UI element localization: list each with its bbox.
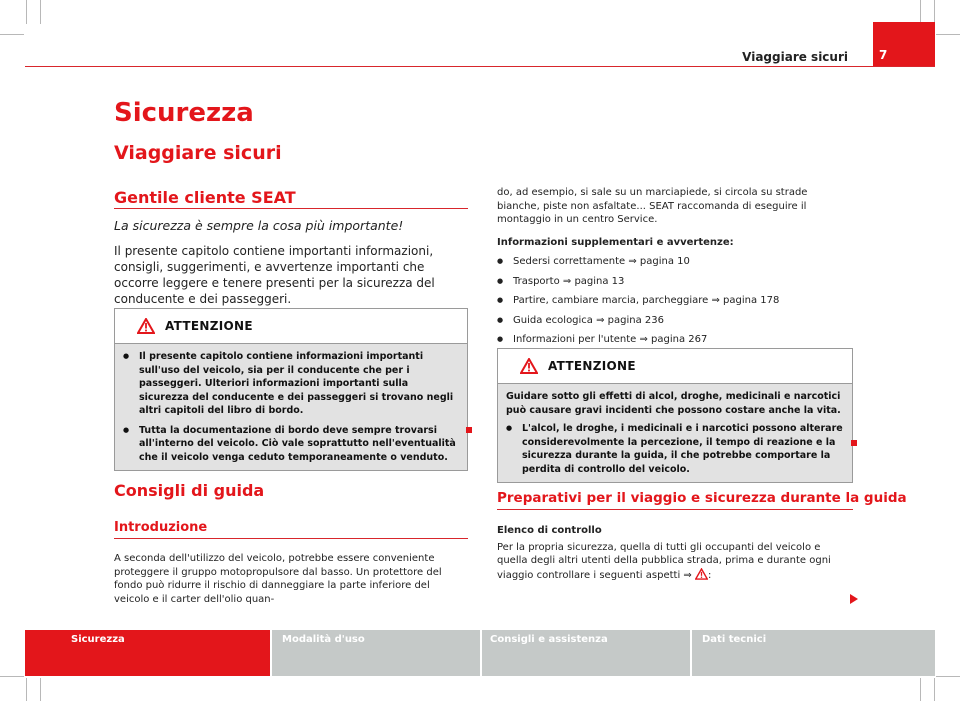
page-number: 7 bbox=[879, 48, 888, 62]
page-number-tab bbox=[873, 22, 935, 66]
heading-introduzione: Introduzione bbox=[114, 520, 208, 535]
heading-gentile-cliente: Gentile cliente SEAT bbox=[114, 188, 296, 207]
footer-tab-label: Consigli e assistenza bbox=[490, 634, 608, 645]
info-item: ● Guida ecologica ⇒ pagina 236 bbox=[497, 314, 853, 328]
warning-box-1 bbox=[114, 308, 468, 471]
warning-box-2 bbox=[497, 348, 853, 483]
heading-consigli-guida: Consigli di guida bbox=[114, 481, 265, 500]
section-end-mark bbox=[851, 440, 857, 446]
footer-tab-label: Modalità d'uso bbox=[282, 634, 365, 645]
header-rule bbox=[25, 66, 935, 67]
heading-preparativi: Preparativi per il viaggio e sicurezza durante la guida bbox=[497, 490, 907, 506]
warning-body bbox=[498, 384, 852, 482]
checklist-tail: : bbox=[707, 569, 712, 581]
left-column bbox=[114, 218, 468, 307]
warning-triangle-icon bbox=[137, 318, 155, 334]
crop-mark bbox=[934, 678, 935, 701]
right-column bbox=[497, 186, 853, 353]
crop-mark bbox=[26, 678, 27, 701]
checklist-paragraph bbox=[497, 541, 853, 583]
continue-arrow-icon bbox=[850, 594, 858, 604]
crop-mark bbox=[26, 0, 27, 24]
warning-item: ● Tutta la documentazione di bordo deve sempre trovarsi all'interno del veicolo. Ciò vale soprattutto nell'eventualità che il veicolo venga ceduto temporaneamente o venduto. bbox=[123, 424, 459, 465]
warning-lead: Guidare sotto gli effetti di alcol, droghe, medicinali e narcotici può causare gravi incidenti che possono costare anche la vita. bbox=[506, 391, 841, 416]
warning-title: ATTENZIONE bbox=[165, 319, 253, 333]
crop-mark bbox=[934, 0, 935, 24]
crop-mark bbox=[0, 34, 24, 35]
info-item: ● Informazioni per l'utente ⇒ pagina 267 bbox=[497, 333, 853, 347]
warning-header bbox=[115, 309, 467, 344]
checklist-heading: Elenco di controllo bbox=[497, 525, 602, 536]
heading-rule bbox=[497, 509, 853, 510]
warning-header bbox=[498, 349, 852, 384]
heading-rule bbox=[114, 538, 468, 539]
warning-item: ● L'alcol, le droghe, i medicinali e i narcotici possono alterare considerevolmente la percezione, il tempo di reazione e la sicurezza durante la guida, il che potrebbe comportare la perdita di controllo del veicolo. bbox=[506, 422, 844, 476]
crop-mark bbox=[936, 676, 960, 677]
crop-mark bbox=[40, 678, 41, 701]
heading-rule bbox=[114, 208, 468, 209]
warning-reference-icon[interactable] bbox=[695, 568, 708, 580]
warning-triangle-icon bbox=[520, 358, 538, 374]
info-item: ● Partire, cambiare marcia, parcheggiare ⇒ pagina 178 bbox=[497, 294, 853, 308]
info-list bbox=[497, 255, 853, 347]
continuation-text: do, ad esempio, si sale su un marciapiede, si circola su strade bianche, piste non asfaltate... SEAT raccomanda di eseguire il montaggio in un centro Service. bbox=[497, 187, 808, 225]
warning-body bbox=[115, 344, 467, 470]
chapter-title: Sicurezza bbox=[114, 98, 254, 128]
info-heading: Informazioni supplementari e avvertenze: bbox=[497, 236, 734, 248]
info-item: ● Sedersi correttamente ⇒ pagina 10 bbox=[497, 255, 853, 269]
running-title: Viaggiare sicuri bbox=[742, 50, 848, 64]
intro-text: Il presente capitolo contiene importanti informazioni, consigli, suggerimenti, e avvertenze importanti che occorre leggere e tenere presenti per la sicurezza del conducente e dei passeggeri. bbox=[114, 244, 435, 306]
checklist-text: Per la propria sicurezza, quella di tutti gli occupanti del veicolo e quella degli altri utenti della pubblica strada, prima e durante ogni viaggio controllare i seguenti aspetti ⇒ bbox=[497, 541, 831, 581]
warning-item: ● Il presente capitolo contiene informazioni importanti sull'uso del veicolo, sia per il conducente che per i passeggeri. Ulteriori informazioni importanti sulla sicurezza del conducente e dei passeggeri si trovano negli altri capitoli del libro di bordo. bbox=[123, 350, 459, 418]
lead-text: La sicurezza è sempre la cosa più importante! bbox=[114, 218, 404, 233]
crop-mark bbox=[920, 0, 921, 24]
footer-tab-label: Dati tecnici bbox=[702, 634, 767, 645]
crop-mark bbox=[0, 676, 24, 677]
crop-mark bbox=[40, 0, 41, 24]
section-title: Viaggiare sicuri bbox=[114, 142, 282, 164]
introduzione-paragraph bbox=[114, 552, 468, 606]
crop-mark bbox=[936, 34, 960, 35]
crop-mark bbox=[920, 678, 921, 701]
info-item: ● Trasporto ⇒ pagina 13 bbox=[497, 275, 853, 289]
footer-tab-label: Sicurezza bbox=[71, 634, 125, 645]
introduzione-text: A seconda dell'utilizzo del veicolo, potrebbe essere conveniente proteggere il gruppo motopropulsore dal basso. Un protettore del fondo può ridurre il rischio di danneggiare la parte inferiore del veicolo e il carter dell'olio quan- bbox=[114, 553, 442, 605]
footer-tab-consigli-assistenza[interactable] bbox=[482, 630, 690, 676]
footer-tab-modalita-uso[interactable] bbox=[272, 630, 480, 676]
footer-tab-dati-tecnici[interactable] bbox=[692, 630, 935, 676]
footer-tab-sicurezza[interactable] bbox=[25, 630, 270, 676]
section-end-mark bbox=[466, 427, 472, 433]
checklist-section bbox=[497, 524, 853, 582]
warning-title: ATTENZIONE bbox=[548, 359, 636, 373]
